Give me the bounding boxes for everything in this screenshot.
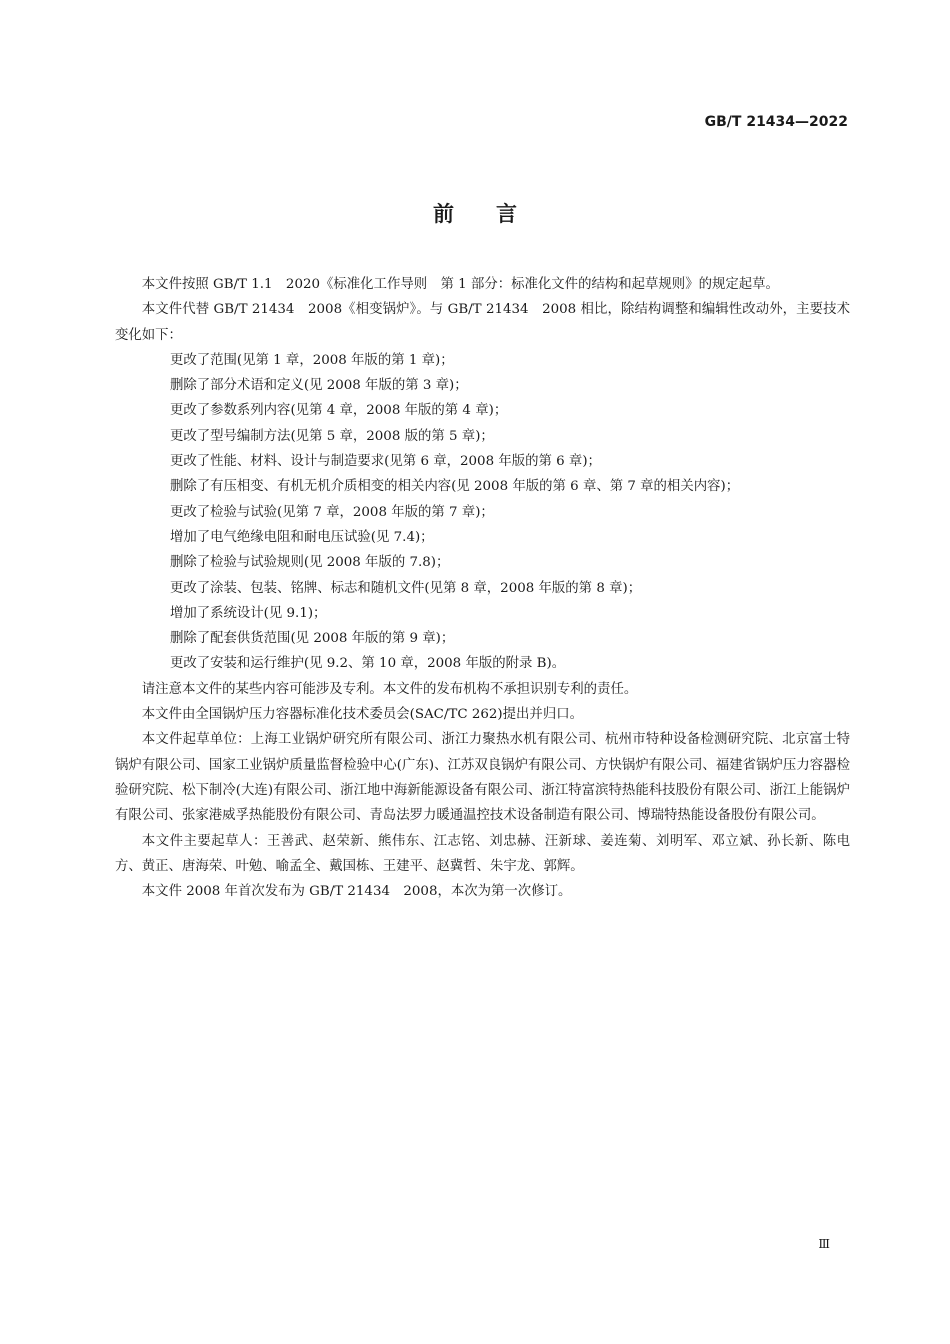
standard-code: GB/T 21434—2022 — [704, 114, 848, 130]
list-item: 更改了涂装、包装、铭牌、标志和随机文件(见第 8 章，2008 年版的第 8 章)； — [169, 580, 642, 596]
paragraph-drafting-units: 本文件起草单位：上海工业锅炉研究所有限公司、浙江力聚热水机有限公司、杭州市特种设备检测研究院、北京富士特锅炉有限公司、国家工业锅炉质量监督检验中心(广东)、江苏双良锅炉有限公司、方快锅炉有限公司、福建省锅炉压力容器检验研究院、松下制冷(大连)有限公司、浙江地中海新能源设备有限公司、浙江特富滨特热能科技股份有限公司、浙江上能锅炉有限公司、张家港威孚热能股份有限公司、青岛法罗力暖通温控技术设备制造有限公司、博瑞特热能设备股份有限公司。 — [115, 732, 850, 824]
list-item: 删除了配套供货范围(见 2008 年版的第 9 章)； — [169, 631, 455, 647]
list-item: 更改了参数系列内容(见第 4 章，2008 年版的第 4 章)； — [169, 403, 508, 419]
list-item: 增加了系统设计(见 9.1)； — [169, 605, 327, 621]
paragraph-drafting-rules: 本文件按照 GB/T 1.1 2020《标准化工作导则 第 1 部分：标准化文件的结构和起草规则》的规定起草。 — [141, 277, 779, 292]
paragraph-drafters: 本文件主要起草人：王善武、赵荣新、熊伟东、江志铭、刘忠赫、汪新球、姜连菊、刘明军、邓立斌、孙长新、陈电方、黄正、唐海荣、叶勉、喻孟全、戴国栋、王建平、赵冀哲、朱宇龙、郭辉。 — [115, 833, 850, 874]
document-body — [115, 272, 850, 904]
changes-list — [115, 348, 850, 677]
paragraph-replacement: 本文件代替 GB/T 21434 2008《相变锅炉》。与 GB/T 21434 2008 相比，除结构调整和编辑性改动外，主要技术变化如下： — [115, 302, 850, 343]
list-item: 更改了安装和运行维护(见 9.2、第 10 章，2008 年版的附录 B)。 — [169, 656, 566, 672]
list-item: 更改了检验与试验(见第 7 章，2008 年版的第 7 章)； — [169, 504, 494, 520]
page-title: 前言 — [433, 202, 559, 226]
list-item: 更改了型号编制方法(见第 5 章，2008 版的第 5 章)； — [169, 428, 494, 444]
list-item: 更改了范围(见第 1 章，2008 年版的第 1 章)； — [169, 352, 454, 368]
paragraph-history: 本文件 2008 年首次发布为 GB/T 21434 2008，本次为第一次修订。 — [141, 884, 572, 900]
list-item: 删除了检验与试验规则(见 2008 年版的 7.8)； — [169, 555, 450, 571]
list-item: 增加了电气绝缘电阻和耐电压试验(见 7.4)； — [169, 529, 434, 545]
paragraph-patent-notice: 请注意本文件的某些内容可能涉及专利。本文件的发布机构不承担识别专利的责任。 — [141, 681, 638, 697]
page-number: Ⅲ — [818, 1237, 830, 1251]
list-item: 删除了有压相变、有机无机介质相变的相关内容(见 2008 年版的第 6 章、第 7 章的相关内容)； — [169, 479, 740, 495]
list-item: 更改了性能、材料、设计与制造要求(见第 6 章，2008 年版的第 6 章)； — [169, 454, 601, 470]
list-item: 删除了部分术语和定义(见 2008 年版的第 3 章)； — [169, 378, 468, 394]
paragraph-proposer: 本文件由全国锅炉压力容器标准化技术委员会(SAC/TC 262)提出并归口。 — [141, 707, 583, 723]
